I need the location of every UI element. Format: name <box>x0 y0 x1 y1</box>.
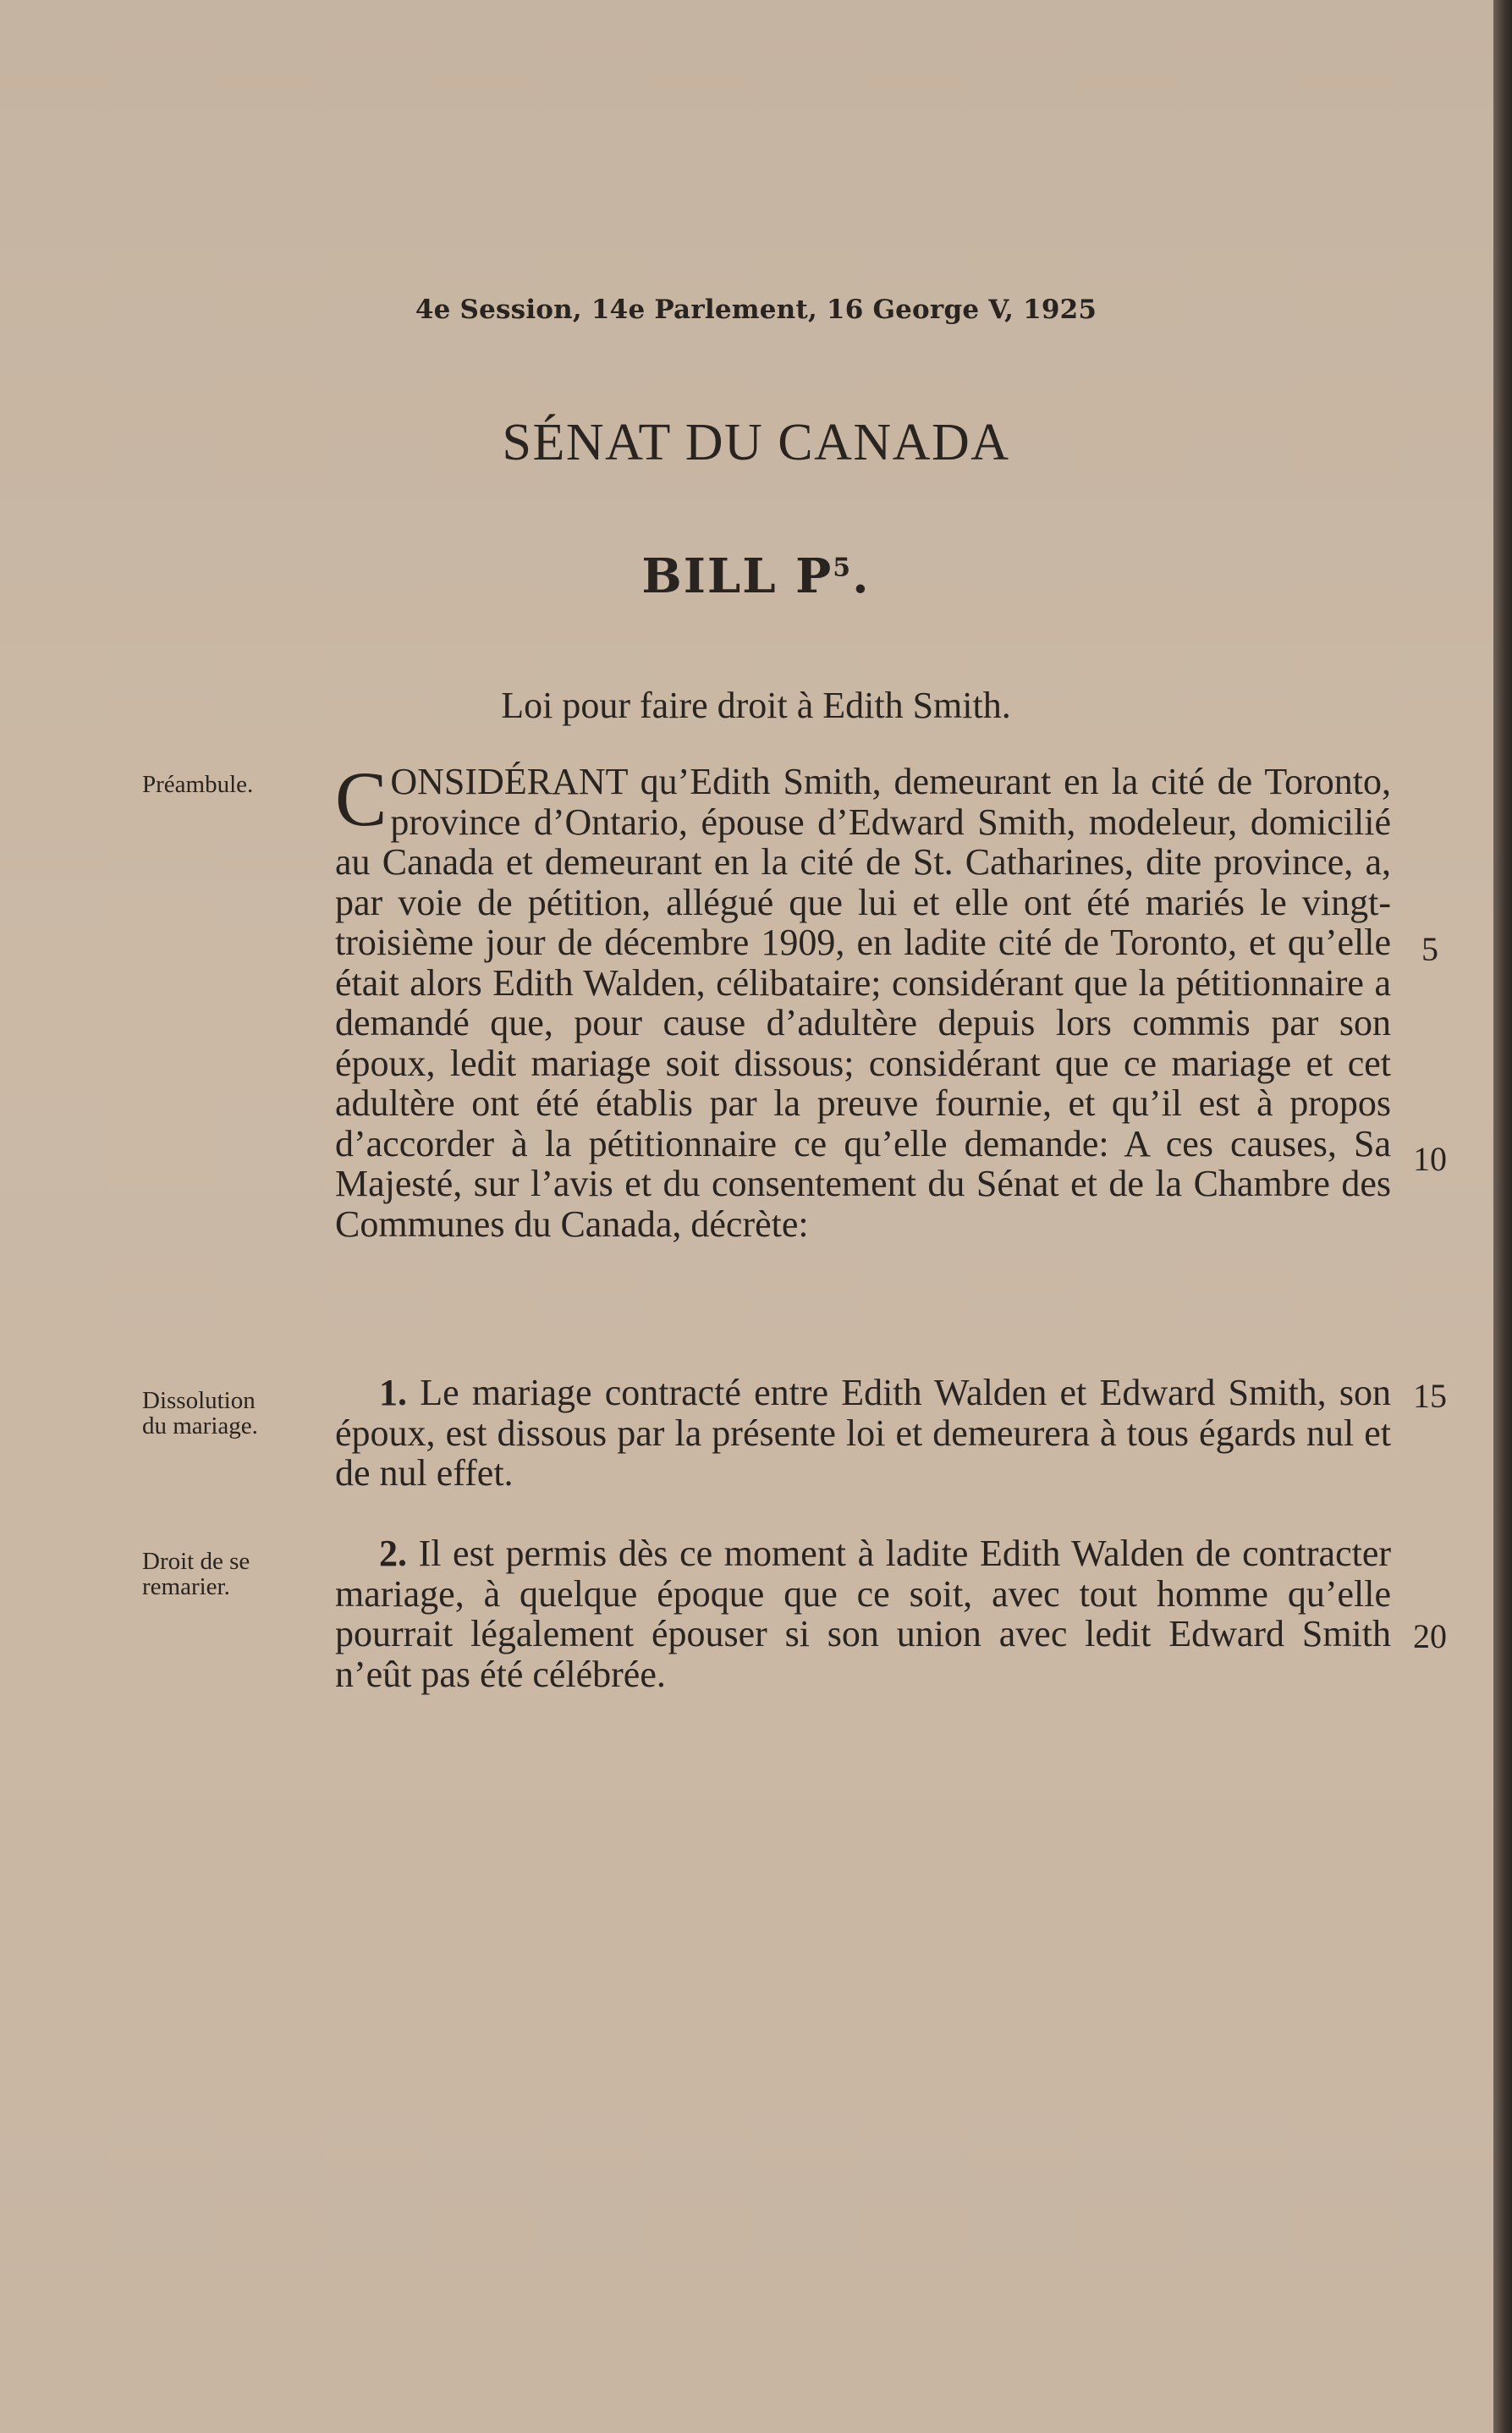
bill-long-title: Loi pour faire droit à Edith Smith. <box>501 685 1011 726</box>
bill-prefix: BILL P <box>641 548 833 604</box>
line-number-20: 20 <box>1413 1617 1447 1655</box>
preamble-drop-cap: C <box>335 756 388 842</box>
margin-note-remarry-line-1: Droit de se <box>142 1548 250 1575</box>
bill-superscript: 5 <box>833 553 853 583</box>
margin-note-dissolution-line-2: du mariage. <box>142 1412 258 1439</box>
section-1-text: Le mariage contracté entre Edith Walden et Edward Smith, son époux, est dissous par la présente loi et demeurera à tous égards nul et de nul effet. <box>335 1372 1392 1494</box>
margin-note-dissolution <box>142 1388 311 1439</box>
session-header: 4e Session, 14e Parlement, 16 George V, 1925 <box>415 294 1097 325</box>
line-number-5: 5 <box>1421 930 1438 968</box>
preamble-text: ONSIDÉRANT qu’Edith Smith, demeurant en la cité de Toronto, province d’Ontario, épouse d’Edward Smith, modeleur, domicilié au Canada et demeurant en la cité de St. Catharines, dite province, a, par voie de pétition, allégué que lui et elle ont été mariés le vingt-troisième jour de décembre 1909, en ladite cité de Toronto, et qu’elle était alors Edith Walden, célibataire; considérant que la pétitionnaire a demandé que, pour cause d’adultère depuis lors commis par son époux, ledit mariage soit dissous; considérant que ce mariage et cet adultère ont été établis par la preuve fournie, et qu’il est à propos d’accorder à la pétitionnaire ce qu’elle demande: A ces causes, Sa Majesté, sur l’avis et du consentement du Sénat et de la Chambre des Communes du Canada, décrète: <box>335 761 1391 1245</box>
section-1-paragraph <box>335 1373 1391 1494</box>
section-2-number: 2. <box>379 1533 407 1574</box>
bill-suffix: . <box>852 548 871 604</box>
preamble-paragraph <box>335 756 1391 1245</box>
bill-title <box>0 548 1512 604</box>
page-edge <box>1493 0 1512 2433</box>
margin-note-preamble: Préambule. <box>142 771 254 798</box>
margin-note-dissolution-line-1: Dissolution <box>142 1387 256 1414</box>
section-2-paragraph <box>335 1533 1391 1694</box>
senate-title: SÉNAT DU CANADA <box>502 414 1010 471</box>
margin-note-remarry-line-2: remarier. <box>142 1573 230 1600</box>
line-number-10: 10 <box>1413 1140 1447 1178</box>
section-1-number: 1. <box>379 1372 407 1413</box>
margin-note-remarry <box>142 1549 311 1599</box>
section-2-text: Il est permis dès ce moment à ladite Edith Walden de contracter mariage, à quelque époque que ce soit, avec tout homme qu’elle pourrait légalement épouser si son union avec ledit Edward Smith n’eût pas été célébrée. <box>335 1533 1392 1695</box>
line-number-15: 15 <box>1413 1377 1447 1415</box>
